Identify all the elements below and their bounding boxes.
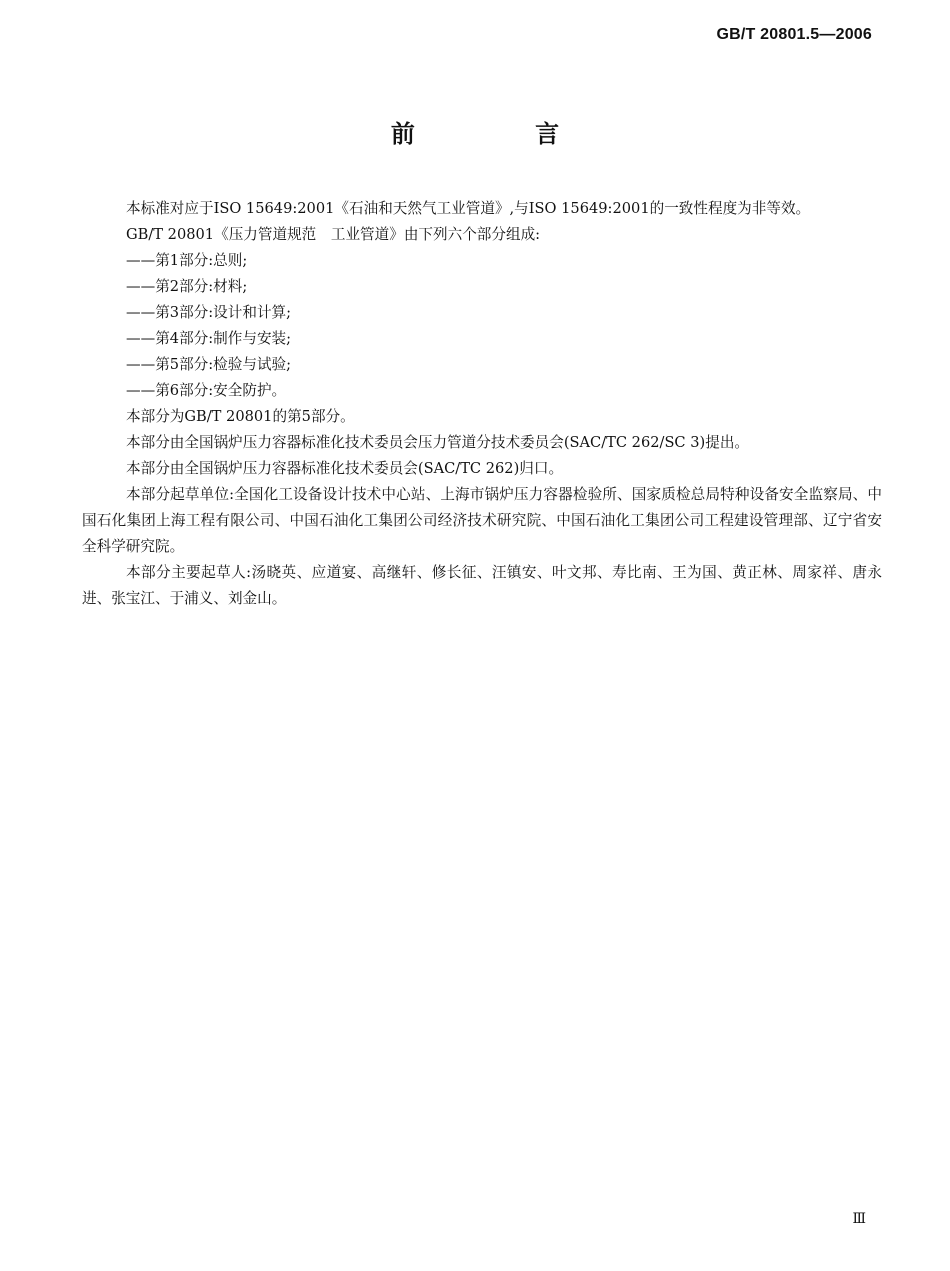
list-item: ——第6部分:安全防护。 [126, 382, 287, 399]
paragraph-part-number: 本部分为GB/T 20801的第5部分。 [126, 408, 355, 425]
list-item: ——第4部分:制作与安装; [126, 330, 292, 347]
paragraph-composition: GB/T 20801《压力管道规范 工业管道》由下列六个部分组成: [126, 226, 541, 243]
list-item: ——第3部分:设计和计算; [126, 304, 292, 321]
page-title: 前 言 [390, 120, 616, 148]
paragraph-correspondence: 本标准对应于ISO 15649:2001《石油和天然气工业管道》,与ISO 15649:2001的一致性程度为非等效。 [126, 200, 811, 217]
list-item: ——第5部分:检验与试验; [126, 356, 292, 373]
page-number: Ⅲ [852, 1211, 866, 1227]
paragraph-drafting-units: 本部分起草单位:全国化工设备设计技术中心站、上海市锅炉压力容器检验所、国家质检总局特种设备安全监察局、中国石化集团上海工程有限公司、中国石油化工集团公司经济技术研究院、中国石油化工集团公司工程建设管理部、辽宁省安全科学研究院。 [82, 486, 882, 555]
list-item: ——第2部分:材料; [126, 278, 248, 295]
parts-list [82, 248, 882, 404]
paragraph-drafters: 本部分主要起草人:汤晓英、应道宴、高继轩、修长征、汪镇安、叶文邦、寿比南、王为国、黄正林、周家祥、唐永进、张宝江、于浦义、刘金山。 [82, 564, 882, 607]
list-item: ——第1部分:总则; [126, 252, 248, 269]
document-body [82, 196, 882, 612]
standard-code: GB/T 20801.5—2006 [716, 26, 872, 43]
paragraph-centralized-by: 本部分由全国锅炉压力容器标准化技术委员会(SAC/TC 262)归口。 [126, 460, 564, 477]
paragraph-proposed-by: 本部分由全国锅炉压力容器标准化技术委员会压力管道分技术委员会(SAC/TC 262/SC 3)提出。 [126, 434, 750, 451]
